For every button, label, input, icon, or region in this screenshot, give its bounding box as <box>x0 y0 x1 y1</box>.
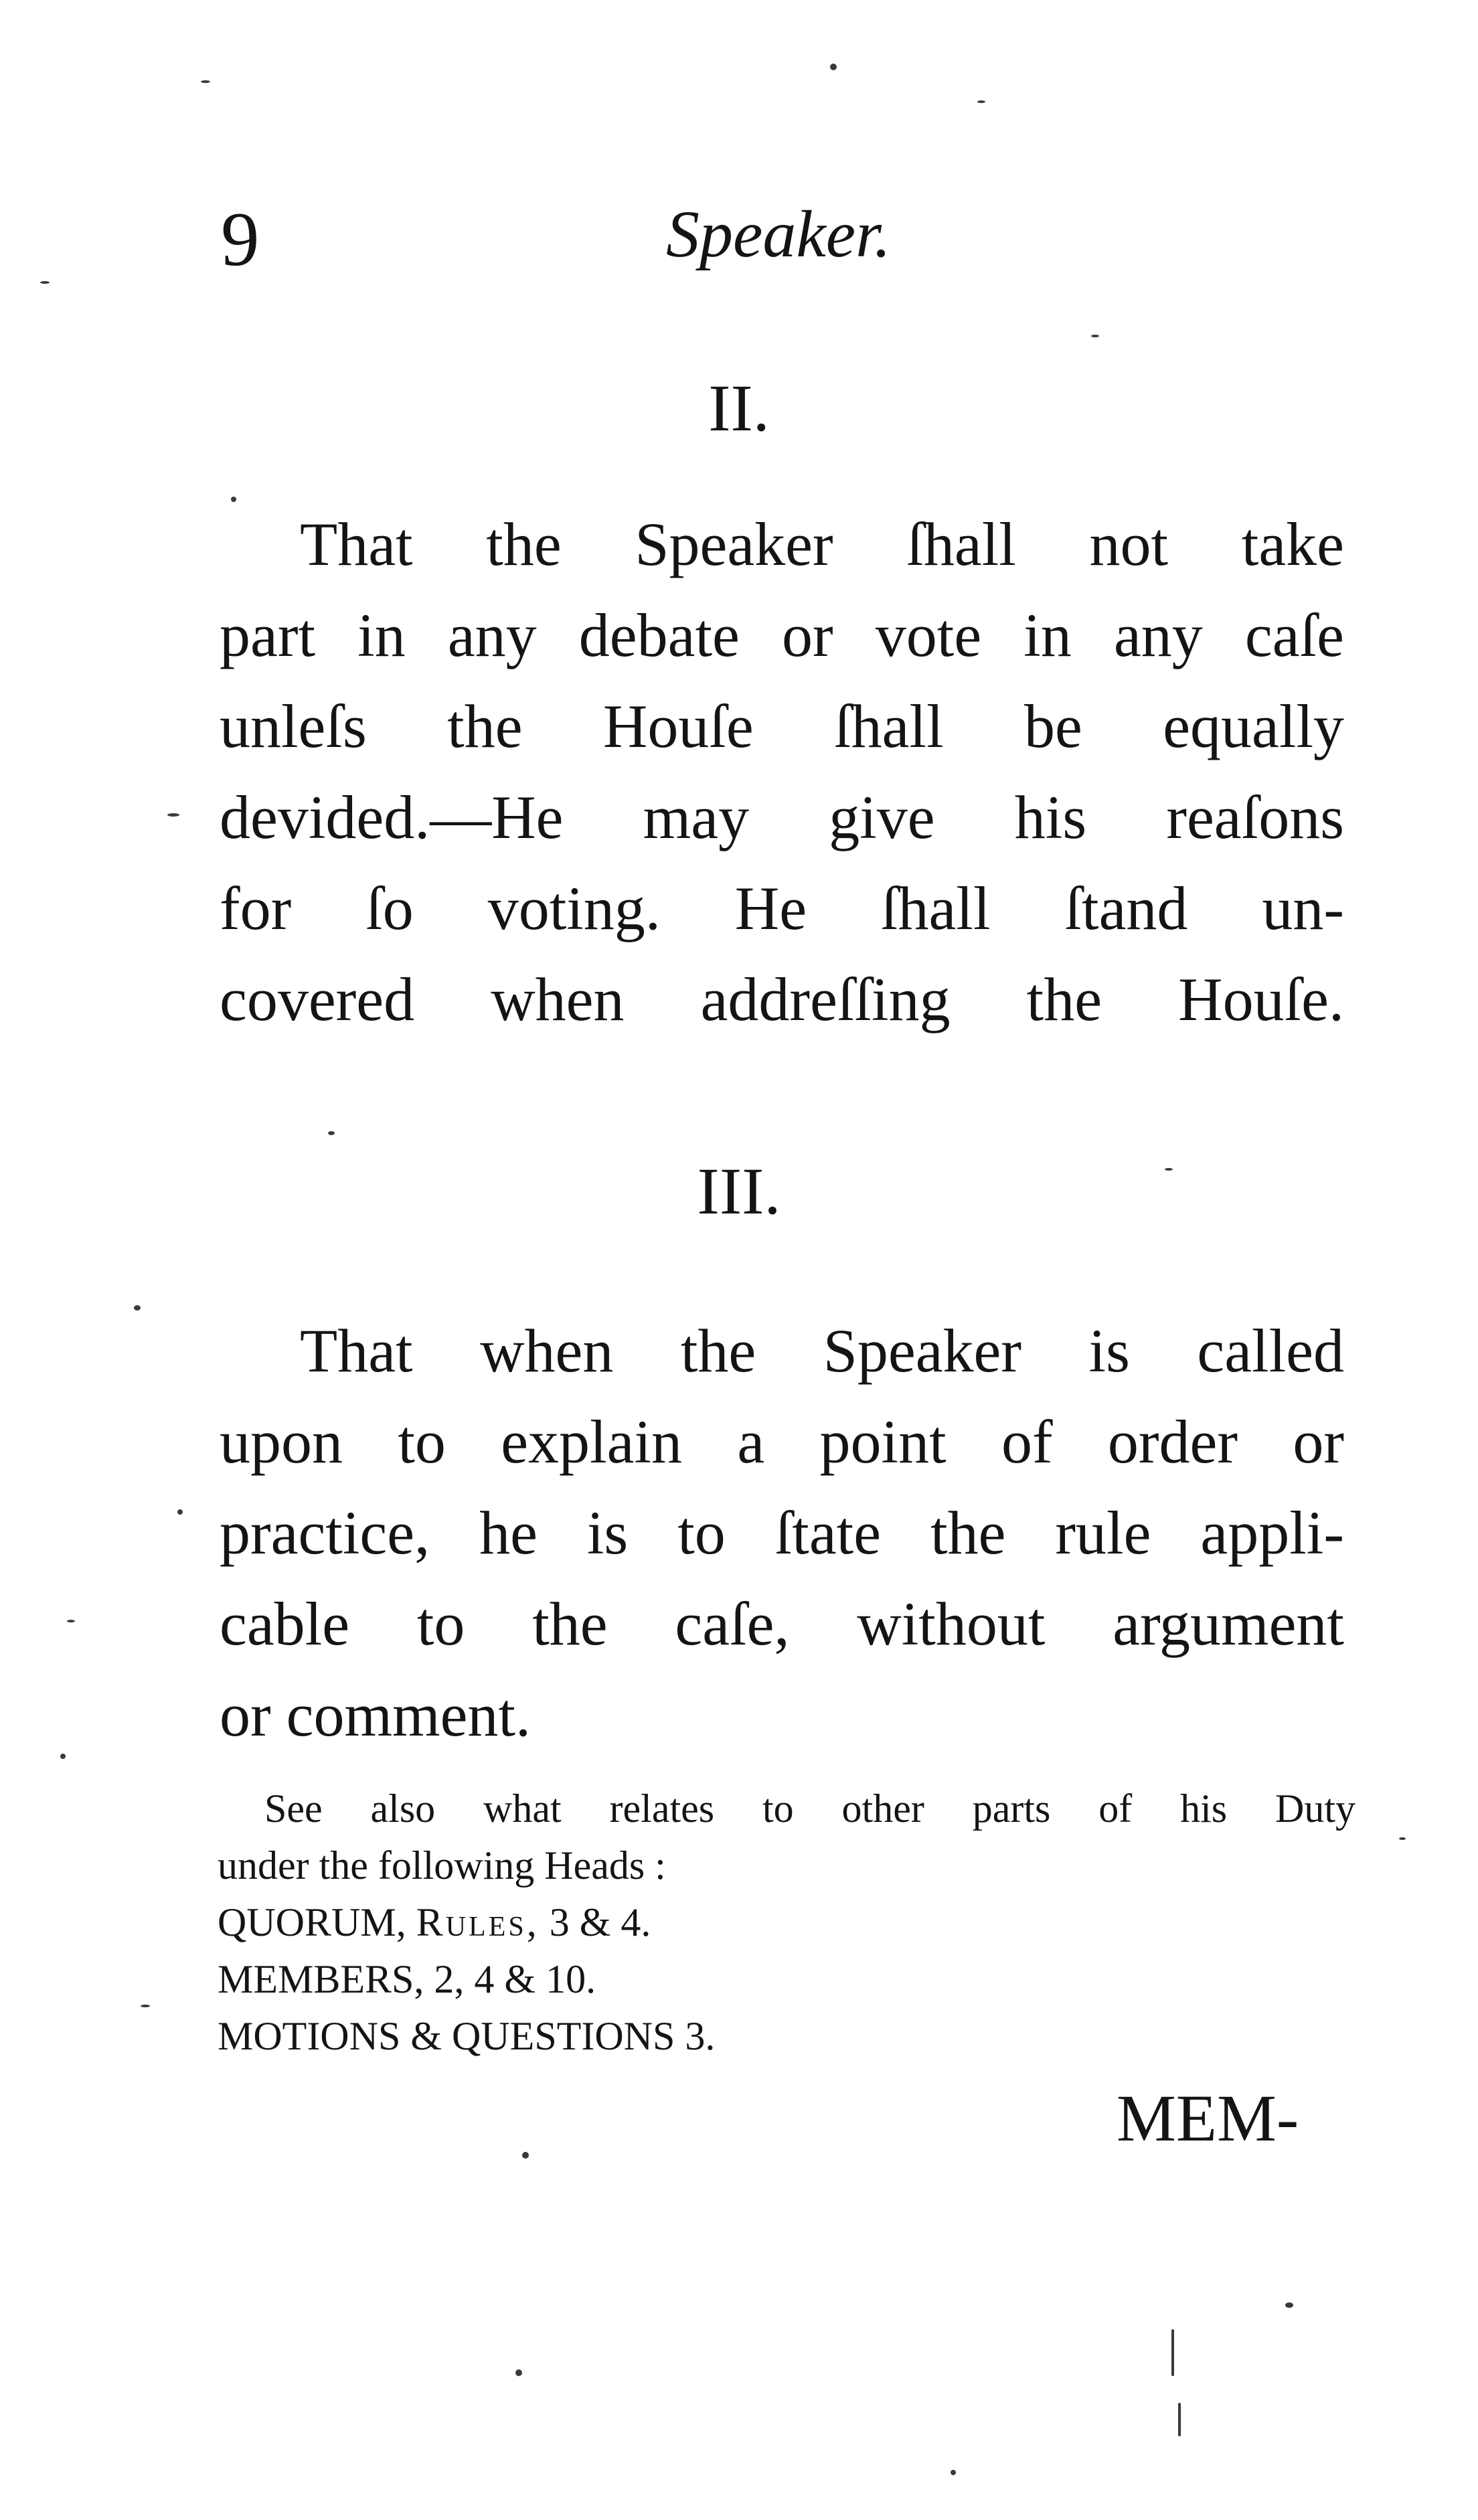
note-line: under the following Heads : <box>218 1843 666 1887</box>
print-speck <box>201 80 210 83</box>
rule-iii-text <box>220 1305 1344 1760</box>
print-speck <box>141 2005 150 2007</box>
rule-ii-text <box>220 499 1344 1045</box>
text-line: cable to the caſe, without argument <box>220 1590 1344 1658</box>
text-line: devided.—He may give his reaſons <box>220 783 1344 851</box>
print-speck <box>231 497 236 502</box>
see-also-note <box>218 1780 1356 2065</box>
text-line: practice, he is to ſtate the rule appli- <box>220 1499 1344 1567</box>
print-speck <box>977 100 985 103</box>
quorum-refs: 3 & 4. <box>549 1900 651 1944</box>
print-speck <box>951 2470 956 2475</box>
text-line: or comment. <box>220 1681 531 1749</box>
section-numeral-iii: III. <box>697 1154 781 1228</box>
text-line: part in any debate or vote in any caſe <box>220 601 1344 669</box>
note-line: MOTIONS & QUESTIONS 3. <box>218 2014 716 2058</box>
print-speck <box>1285 2302 1293 2308</box>
print-speck <box>40 281 50 284</box>
page-number: 9 <box>221 197 260 282</box>
print-speck <box>134 1305 141 1311</box>
note-line-quorum <box>218 1894 1356 1951</box>
print-speck <box>1091 335 1099 337</box>
print-speck <box>67 1620 75 1622</box>
print-speck <box>177 1509 183 1515</box>
print-speck <box>60 1754 66 1759</box>
catchword: MEM- <box>1117 2081 1299 2155</box>
note-line: See also what relates to other parts of his Duty <box>264 1786 1356 1831</box>
print-speck <box>1178 2403 1181 2436</box>
section-numeral-ii: II. <box>708 371 770 445</box>
quorum-head: QUORUM, <box>218 1900 406 1944</box>
text-line: unleſs the Houſe ſhall be equally <box>220 692 1344 760</box>
running-title: Speaker. <box>666 197 891 271</box>
print-speck <box>1171 2329 1174 2376</box>
print-speck <box>830 64 837 70</box>
print-speck <box>1399 1837 1406 1840</box>
text-line: for ſo voting. He ſhall ſtand un- <box>220 874 1344 942</box>
note-line: MEMBERS, 2, 4 & 10. <box>218 1957 596 2001</box>
print-speck <box>522 2152 529 2159</box>
print-speck <box>1165 1168 1173 1171</box>
print-speck <box>167 813 179 817</box>
text-line: That when the Speaker is called <box>300 1317 1344 1385</box>
print-speck <box>328 1131 335 1135</box>
text-line: upon to explain a point of order or <box>220 1408 1344 1476</box>
text-line: covered when addreſſing the Houſe. <box>220 965 1344 1033</box>
text-line: That the Speaker ſhall not take <box>300 510 1344 578</box>
rules-ref: Rules, <box>416 1900 540 1944</box>
print-speck <box>515 2369 522 2376</box>
